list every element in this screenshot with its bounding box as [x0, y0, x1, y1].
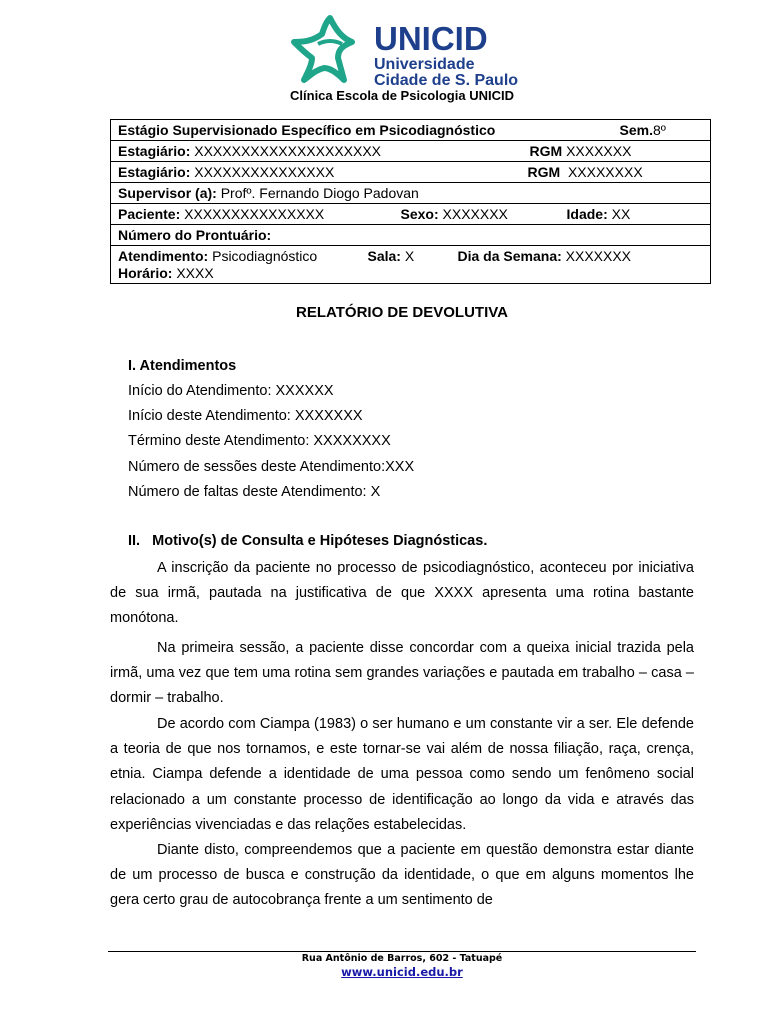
sexo-label: Sexo: — [400, 205, 439, 222]
logo-line2: Cidade de S. Paulo — [374, 72, 519, 88]
table-row — [111, 183, 711, 204]
table-row — [111, 204, 711, 225]
star-icon — [290, 14, 520, 88]
footer-address: Rua Antônio de Barros, 602 - Tatuapé — [301, 953, 503, 964]
section-heading: II. Motivo(s) de Consulta e Hipóteses Diagnósticas. — [128, 533, 488, 549]
estagiario-label: Estagiário: — [118, 163, 191, 180]
list-item: Início do Atendimento: XXXXXX — [128, 383, 334, 399]
list-item: Número de faltas deste Atendimento: X — [128, 483, 381, 500]
paciente-value: XXXXXXXXXXXXXXX — [184, 205, 325, 222]
sala-label: Sala: — [367, 248, 401, 264]
estagiario-label: Estagiário: — [118, 142, 191, 159]
list-item: Início deste Atendimento: XXXXXXX — [128, 408, 363, 425]
idade-value: XX — [611, 205, 631, 222]
horario-label: Horário: — [118, 265, 173, 281]
paragraph-text: De acordo com Ciampa (1983) o ser humano e um constante vir a ser. Ele defende a teoria de que nos tornamos, e este tornar-se vai além de nossa filiação, raça, crença, etnia. Ciampa defende a identidade de uma pessoa como sendo um fenômeno social relacionado a um constante processo de identificação ao longo da vida e através das experiências vivenciadas e das relações estabelecidas. — [110, 716, 694, 833]
table-row — [111, 246, 711, 284]
estagiario-value: XXXXXXXXXXXXXXX — [194, 163, 335, 180]
footer-divider — [108, 951, 696, 952]
horario-value: XXXX — [176, 265, 214, 281]
supervisor-label: Supervisor (a): — [118, 184, 217, 201]
logo-wordmark: UNICID — [374, 20, 488, 57]
idade-label: Idade: — [566, 205, 608, 222]
paragraph-text: A inscrição da paciente no processo de psicodiagnóstico, aconteceu por iniciativa de sua irmã, pautada na justificativa de que XXXX apresenta uma rotina bastante monótona. — [110, 560, 694, 627]
paragraph — [110, 556, 694, 632]
rgm-label: RGM — [529, 142, 563, 159]
paragraph-text: Diante disto, compreendemos que a paciente em questão demonstra estar diante de um processo de busca e construção da identidade, o que em alguns momentos lhe gera certo grau de autocobrança frente a um sentimento de — [110, 842, 694, 909]
paragraph-text: Na primeira sessão, a paciente disse concordar com a queixa inicial trazida pela irmã, uma vez que tem uma rotina sem grandes variações e pautada em trabalho – casa – dormir – trabalho. — [110, 640, 694, 707]
unicid-logo — [290, 14, 520, 88]
clinic-title: Clínica Escola de Psicologia UNICID — [290, 88, 514, 103]
atendimento-value: Psicodiagnóstico — [212, 248, 318, 264]
dia-value: XXXXXXX — [565, 248, 632, 264]
footer-link[interactable]: www.unicid.edu.br — [341, 965, 463, 979]
logo-line1: Universidade — [374, 56, 475, 73]
paragraph — [110, 636, 694, 712]
paragraph — [110, 712, 694, 838]
list-item: Número de sessões deste Atendimento:XXX — [128, 458, 415, 475]
supervisor-value: Profº. Fernando Diogo Padovan — [220, 184, 419, 201]
table-row — [111, 141, 711, 162]
list-item: Término deste Atendimento: XXXXXXXX — [128, 433, 391, 450]
sem-label: Sem. — [619, 121, 653, 138]
dia-label: Dia da Semana: — [457, 248, 562, 264]
report-title: RELATÓRIO DE DEVOLUTIVA — [296, 304, 508, 321]
paragraph — [110, 838, 694, 914]
info-table — [110, 119, 711, 284]
sexo-value: XXXXXXX — [442, 205, 508, 222]
rgm-value: XXXXXXXX — [567, 163, 643, 180]
table-row — [111, 162, 711, 183]
stage-label: Estágio Supervisionado Específico em Psicodiagnóstico — [118, 121, 496, 138]
paciente-label: Paciente: — [118, 205, 181, 222]
atendimento-label: Atendimento: — [118, 248, 209, 264]
table-row — [111, 225, 711, 246]
sem-value: 8º — [652, 121, 666, 138]
rgm-value: XXXXXXX — [566, 142, 632, 159]
section-heading: I. Atendimentos — [128, 358, 237, 374]
rgm-label: RGM — [527, 163, 561, 180]
section-atendimentos — [128, 357, 414, 508]
estagiario-value: XXXXXXXXXXXXXXXXXXXX — [194, 142, 382, 159]
prontuario-label: Número do Prontuário: — [118, 226, 272, 243]
sala-value: X — [404, 248, 415, 264]
table-row — [111, 120, 711, 141]
